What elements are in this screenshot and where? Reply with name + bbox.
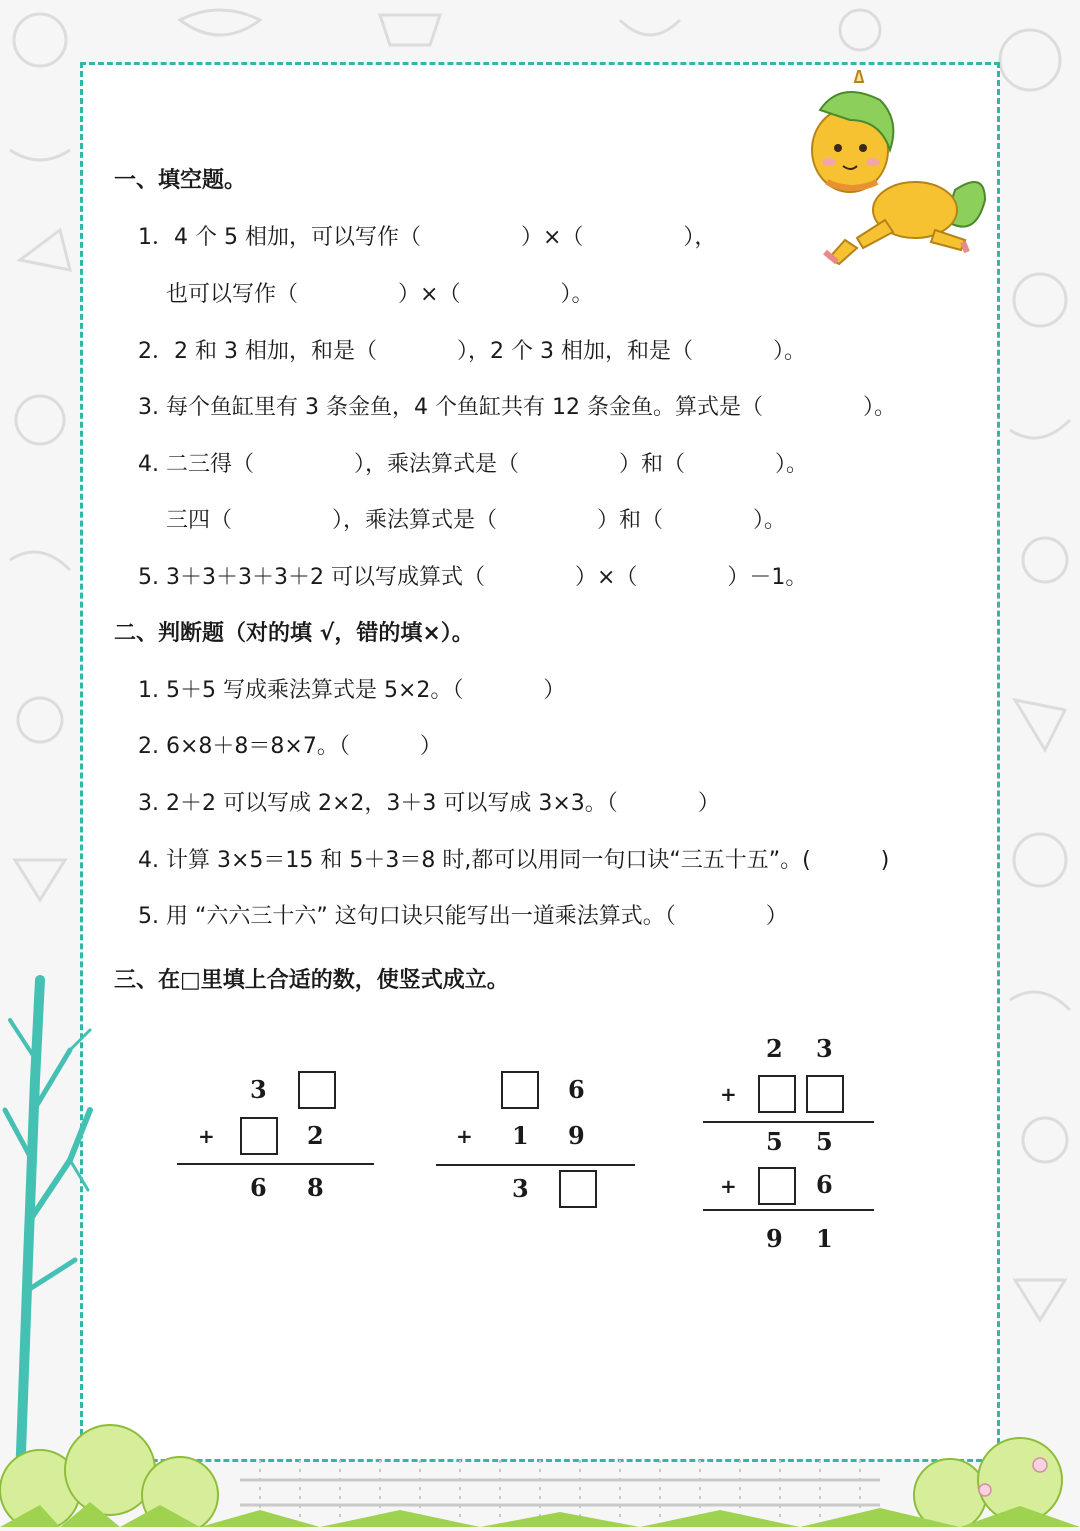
section1-title: 一、填空题。 (114, 168, 247, 193)
digit: 3 (512, 1174, 529, 1203)
digit: 3 (816, 1034, 833, 1063)
digit: 8 (307, 1173, 324, 1202)
sum-line (703, 1121, 874, 1123)
plus-sign: + (720, 1174, 737, 1198)
sum-line (177, 1163, 374, 1165)
q3: 3. 每个鱼缸里有 3 条金鱼，4 个鱼缸共有 12 条金鱼。算式是（ ）。 (138, 395, 896, 420)
q1-line1: 1．4 个 5 相加，可以写作（ ）×（ ）， (138, 225, 717, 250)
digit: 1 (512, 1121, 529, 1150)
answer-box[interactable] (501, 1071, 539, 1109)
q2: 2．2 和 3 相加，和是（ ），2 个 3 相加，和是（ ）。 (138, 339, 806, 364)
digit: 9 (766, 1224, 783, 1253)
digit: 5 (766, 1127, 783, 1156)
digit: 5 (816, 1127, 833, 1156)
digit: 2 (307, 1121, 324, 1150)
digit: 6 (816, 1170, 833, 1199)
section2-title: 二、判断题（对的填 √，错的填×）。 (114, 621, 474, 646)
answer-box[interactable] (298, 1071, 336, 1109)
q5: 5. 3＋3＋3＋3＋2 可以写成算式（ ）×（ ）－1。 (138, 565, 808, 590)
plus-sign: + (720, 1082, 737, 1106)
judge-q5: 5. 用 “六六三十六” 这句口诀只能写出一道乘法算式。（ ） (138, 904, 788, 929)
digit: 9 (568, 1121, 585, 1150)
answer-box[interactable] (758, 1075, 796, 1113)
digit: 6 (568, 1075, 585, 1104)
digit: 1 (816, 1224, 833, 1253)
answer-box[interactable] (559, 1170, 597, 1208)
answer-box[interactable] (758, 1167, 796, 1205)
plus-sign: + (456, 1124, 473, 1148)
section3-title: 三、在□里填上合适的数，使竖式成立。 (114, 968, 509, 993)
sum-line (703, 1209, 874, 1211)
answer-box[interactable] (240, 1117, 278, 1155)
sum-line (436, 1164, 635, 1166)
digit: 6 (250, 1173, 267, 1202)
judge-q2: 2. 6×8＋8＝8×7。（ ） (138, 734, 442, 759)
q4-line2: 三四（ ），乘法算式是（ ）和（ ）。 (166, 508, 787, 533)
judge-q1: 1. 5＋5 写成乘法算式是 5×2。（ ） (138, 678, 566, 703)
plus-sign: + (198, 1124, 215, 1148)
judge-q3: 3. 2＋2 可以写成 2×2，3＋3 可以写成 3×3。（ ） (138, 791, 720, 816)
q1-line2: 也可以写作（ ）×（ ）。 (166, 282, 594, 307)
judge-q4: 4. 计算 3×5＝15 和 5＋3＝8 时,都可以用同一句口诀“三五十五”。( ) (138, 848, 890, 873)
answer-box[interactable] (806, 1075, 844, 1113)
digit: 2 (766, 1034, 783, 1063)
q4-line1: 4. 二三得（ ），乘法算式是（ ）和（ ）。 (138, 452, 809, 477)
digit: 3 (250, 1075, 267, 1104)
